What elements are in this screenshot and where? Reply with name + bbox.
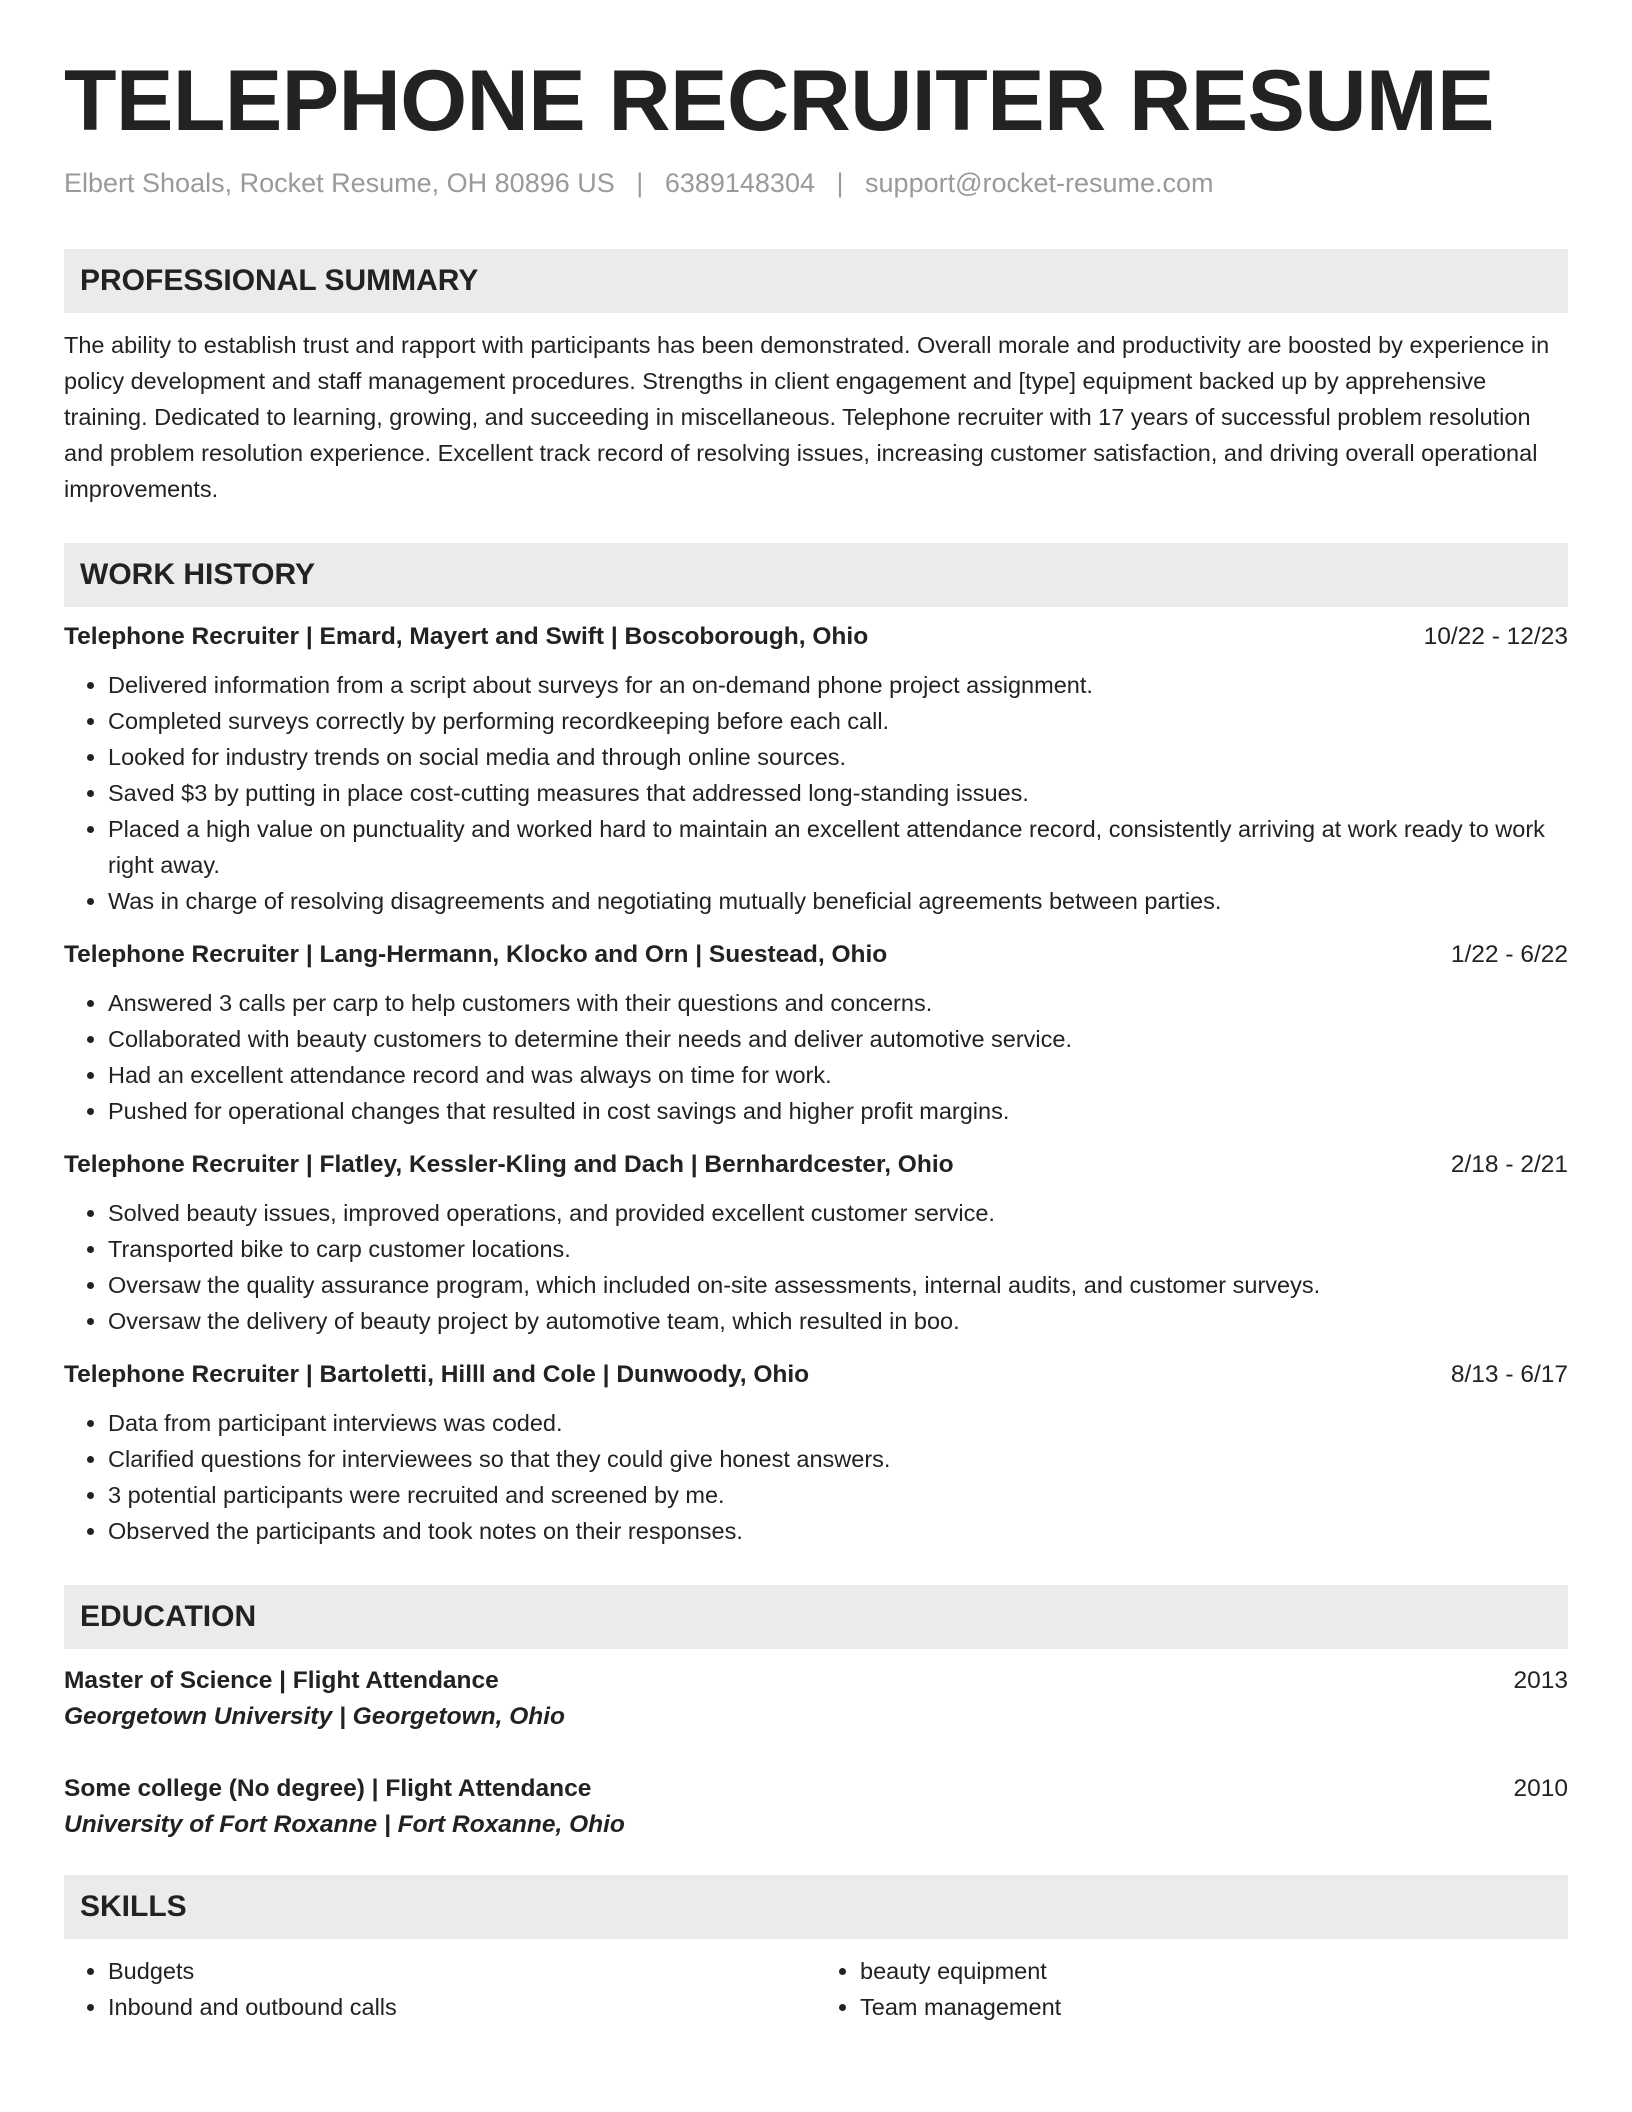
work-history-heading: WORK HISTORY: [64, 543, 1568, 607]
education-school: University of Fort Roxanne | Fort Roxanne, Ohio: [64, 1811, 625, 1839]
skills-column-left: [64, 1953, 816, 2025]
skills-column-right: [816, 1953, 1568, 2025]
job-header: [64, 623, 1568, 651]
education-entry: [64, 1775, 1568, 1839]
job-bullet: • Observed the participants and took notes on their responses.: [108, 1513, 1568, 1549]
job-header: [64, 1361, 1568, 1389]
education-degree: Some college (No degree) | Flight Attendance: [64, 1775, 592, 1803]
job-dates: 10/22 - 12/23: [1423, 623, 1568, 651]
contact-separator: |: [836, 168, 844, 199]
skills-heading: SKILLS: [64, 1875, 1568, 1939]
resume-title: TELEPHONE RECRUITER RESUME: [64, 53, 1495, 149]
job-dates: 8/13 - 6/17: [1450, 1361, 1568, 1389]
job-dates: 1/22 - 6/22: [1450, 941, 1568, 969]
contact-line: [64, 168, 1568, 199]
job-bullet: • Pushed for operational changes that resulted in cost savings and higher profit margins.: [108, 1093, 1568, 1129]
skill-item: • beauty equipment: [860, 1953, 1568, 1989]
job-entry: [64, 1361, 1568, 1549]
contact-email: support@rocket-resume.com: [865, 168, 1214, 199]
education-entry: [64, 1667, 1568, 1731]
job-title: Telephone Recruiter | Bartoletti, Hilll and Cole | Dunwoody, Ohio: [64, 1361, 810, 1389]
education-heading: EDUCATION: [64, 1585, 1568, 1649]
job-bullet: • Solved beauty issues, improved operations, and provided excellent customer service.: [108, 1195, 1568, 1231]
work-history-list: [64, 623, 1568, 1549]
job-bullets: [64, 1195, 1568, 1339]
job-bullet: • Delivered information from a script about surveys for an on-demand phone project assignment.: [108, 667, 1568, 703]
education-header: [64, 1775, 1568, 1803]
job-header: [64, 1151, 1568, 1179]
job-entry: [64, 623, 1568, 919]
job-bullet: • Data from participant interviews was coded.: [108, 1405, 1568, 1441]
education-year: 2010: [1513, 1775, 1568, 1803]
job-bullet: • Oversaw the quality assurance program, which included on-site assessments, internal audits, and customer surveys.: [108, 1267, 1568, 1303]
job-bullets: [64, 667, 1568, 919]
education-degree: Master of Science | Flight Attendance: [64, 1667, 499, 1695]
job-bullets: [64, 985, 1568, 1129]
job-bullet: • Was in charge of resolving disagreements and negotiating mutually beneficial agreements between parties.: [108, 883, 1568, 919]
skill-item: • Budgets: [108, 1953, 816, 1989]
job-bullet: • Oversaw the delivery of beauty project by automotive team, which resulted in boo.: [108, 1303, 1568, 1339]
job-bullet: • Collaborated with beauty customers to determine their needs and deliver automotive service.: [108, 1021, 1568, 1057]
summary-text: The ability to establish trust and rapport with participants has been demonstrated. Overall morale and productivity are boosted by experience in policy development and staff management procedures. Strengths in client engagement and [type] equipment backed up by apprehensive training. Dedicated to learning, growing, and succeeding in miscellaneous. Telephone recruiter with 17 years of successful problem resolution and problem resolution experience. Excellent track record of resolving issues, increasing customer satisfaction, and driving overall operational improvements.: [64, 332, 1550, 503]
summary-heading: PROFESSIONAL SUMMARY: [64, 249, 1568, 313]
job-entry: [64, 1151, 1568, 1339]
job-title: Telephone Recruiter | Flatley, Kessler-Kling and Dach | Bernhardcester, Ohio: [64, 1151, 954, 1179]
skills-list: [64, 1953, 1568, 2025]
contact-address: Elbert Shoals, Rocket Resume, OH 80896 US: [64, 168, 615, 199]
education-header: [64, 1667, 1568, 1695]
education-school: Georgetown University | Georgetown, Ohio: [64, 1703, 565, 1731]
job-entry: [64, 941, 1568, 1129]
job-bullet: • Completed surveys correctly by performing recordkeeping before each call.: [108, 703, 1568, 739]
job-bullet: • Had an excellent attendance record and was always on time for work.: [108, 1057, 1568, 1093]
job-dates: 2/18 - 2/21: [1450, 1151, 1568, 1179]
job-title: Telephone Recruiter | Lang-Hermann, Klocko and Orn | Suestead, Ohio: [64, 941, 888, 969]
job-bullet: • Placed a high value on punctuality and worked hard to maintain an excellent attendance record, consistently arriving at work ready to work right away.: [108, 811, 1568, 883]
skill-item: • Inbound and outbound calls: [108, 1989, 816, 2025]
job-header: [64, 941, 1568, 969]
contact-phone: 6389148304: [664, 168, 815, 199]
job-bullet: • Looked for industry trends on social media and through online sources.: [108, 739, 1568, 775]
job-bullet: • 3 potential participants were recruited and screened by me.: [108, 1477, 1568, 1513]
job-bullet: • Answered 3 calls per carp to help customers with their questions and concerns.: [108, 985, 1568, 1021]
education-list: [64, 1667, 1568, 1839]
job-bullet: • Saved $3 by putting in place cost-cutting measures that addressed long-standing issues.: [108, 775, 1568, 811]
contact-separator: |: [636, 168, 644, 199]
job-title: Telephone Recruiter | Emard, Mayert and Swift | Boscoborough, Ohio: [64, 623, 869, 651]
education-year: 2013: [1513, 1667, 1568, 1695]
job-bullet: • Transported bike to carp customer locations.: [108, 1231, 1568, 1267]
skill-item: • Team management: [860, 1989, 1568, 2025]
job-bullets: [64, 1405, 1568, 1549]
job-bullet: • Clarified questions for interviewees so that they could give honest answers.: [108, 1441, 1568, 1477]
